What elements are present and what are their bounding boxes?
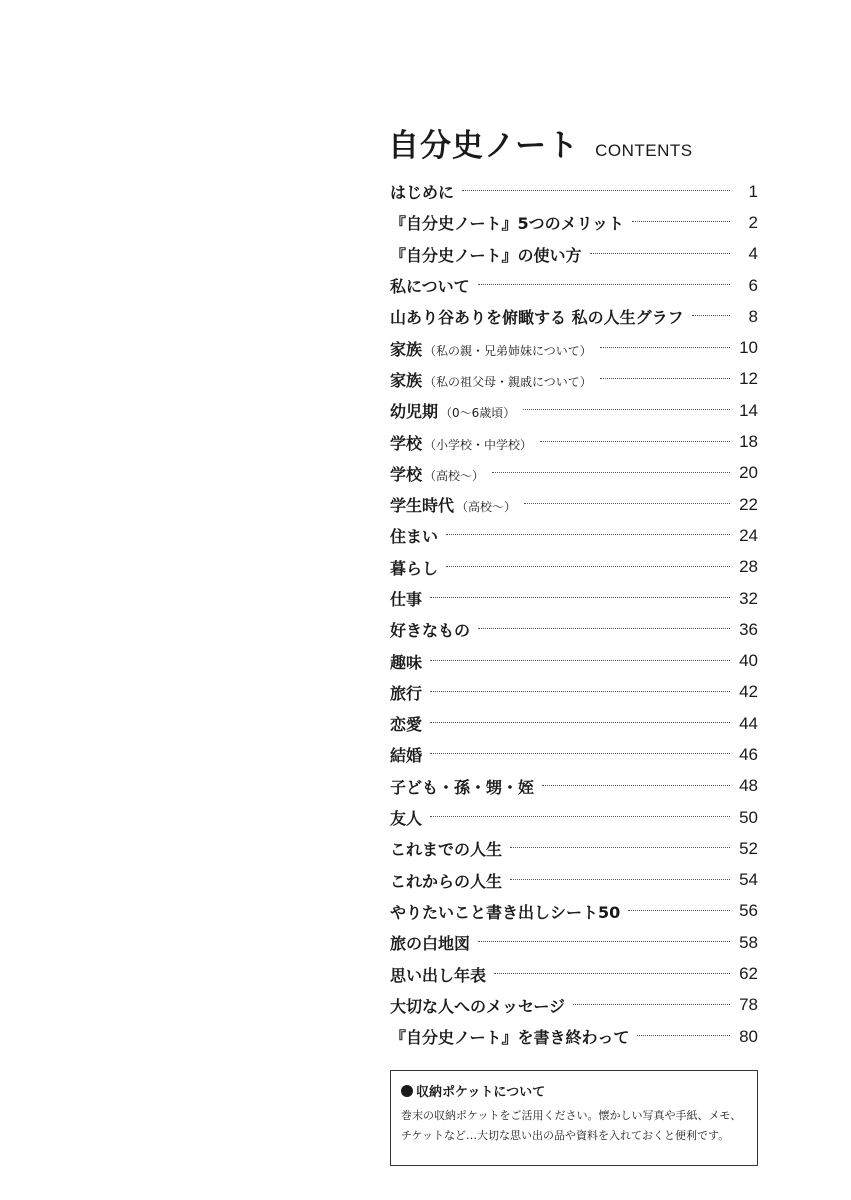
toc-entry-label (390, 493, 516, 516)
toc-entry-label (390, 368, 592, 391)
info-box-title (401, 1081, 747, 1100)
toc-page-number: 10 (739, 338, 758, 358)
toc-entry-label (390, 524, 438, 547)
table-of-contents (390, 176, 758, 1052)
toc-page-number: 42 (739, 682, 758, 702)
toc-entry-label (390, 337, 592, 360)
toc-leader-dots (430, 691, 730, 692)
toc-page-number: 4 (748, 244, 758, 264)
toc-entry-note: （高校〜） (424, 468, 485, 483)
toc-page-number: 18 (739, 432, 758, 452)
toc-entry-label (390, 211, 624, 234)
toc-leader-dots (446, 534, 730, 535)
toc-entry-label (390, 963, 486, 986)
toc-entry-label (390, 869, 502, 892)
toc-page-number: 54 (739, 870, 758, 890)
toc-entry-label (390, 399, 515, 422)
toc-page-number: 48 (739, 776, 758, 796)
toc-entry-label (390, 1025, 629, 1048)
toc-entry-label (390, 305, 684, 328)
toc-entry-title: やりたいこと書き出しシート50 (390, 902, 621, 922)
toc-entry-note: （小学校・中学校） (424, 437, 533, 452)
toc-entry-label (390, 900, 620, 923)
toc-row (390, 583, 758, 614)
toc-leader-dots (430, 722, 730, 723)
toc-entry-label (390, 681, 422, 704)
toc-entry-title: 思い出し年表 (390, 965, 487, 985)
toc-entry-title: これからの人生 (390, 871, 503, 891)
toc-page-number: 56 (739, 901, 758, 921)
toc-entry-title: 住まい (390, 527, 439, 547)
toc-row (390, 270, 758, 301)
toc-leader-dots (632, 221, 730, 222)
toc-entry-label (390, 618, 470, 641)
toc-row (390, 207, 758, 238)
toc-entry-label (390, 650, 422, 673)
toc-row (390, 552, 758, 583)
toc-entry-label (390, 431, 532, 454)
toc-row (390, 677, 758, 708)
toc-page-number: 22 (739, 494, 758, 514)
toc-entry-label (390, 931, 470, 954)
toc-entry-note: （私の親・兄弟姉妹について） (424, 343, 592, 358)
toc-page-number: 32 (739, 588, 758, 608)
toc-row (390, 927, 758, 958)
toc-entry-label (390, 180, 454, 203)
toc-page-number: 12 (739, 369, 758, 389)
toc-leader-dots (573, 1004, 730, 1005)
toc-entry-title: 学生時代 (390, 496, 455, 516)
toc-page-number: 80 (739, 1026, 758, 1046)
toc-entry-title: 暮らし (390, 558, 439, 578)
toc-page-number: 78 (739, 995, 758, 1015)
toc-entry-title: 『自分史ノート』の使い方 (390, 245, 582, 265)
toc-entry-title: 山あり谷ありを俯瞰する 私の人生グラフ (390, 308, 684, 328)
toc-page-number: 40 (739, 651, 758, 671)
page-header (388, 120, 693, 164)
page-title: 自分史ノート (388, 128, 580, 164)
toc-page-number: 20 (739, 463, 758, 483)
info-box-title-text: 収納ポケットについて (416, 1085, 546, 1100)
toc-row (390, 1021, 758, 1052)
toc-leader-dots (430, 660, 730, 661)
toc-entry-label (390, 837, 502, 860)
toc-leader-dots (510, 879, 730, 880)
toc-leader-dots (430, 753, 730, 754)
toc-leader-dots (523, 409, 730, 410)
toc-entry-label (390, 775, 534, 798)
toc-row (390, 395, 758, 426)
page-subtitle: CONTENTS (595, 141, 693, 160)
toc-entry-title: 家族 (390, 339, 423, 359)
toc-page-number: 62 (739, 964, 758, 984)
toc-leader-dots (637, 1035, 730, 1036)
toc-entry-title: 友人 (390, 809, 423, 829)
toc-row (390, 865, 758, 896)
toc-entry-title: 旅行 (390, 683, 423, 703)
toc-leader-dots (446, 566, 730, 567)
toc-entry-note: （高校〜） (456, 500, 517, 515)
toc-entry-label (390, 274, 470, 297)
toc-entry-title: 恋愛 (390, 715, 423, 735)
toc-entry-title: 好きなもの (390, 621, 471, 641)
toc-entry-title: これまでの人生 (390, 840, 503, 860)
toc-page-number: 8 (748, 306, 758, 326)
toc-entry-note: （0〜6歳頃） (440, 406, 516, 421)
toc-entry-label (390, 587, 422, 610)
toc-leader-dots (430, 816, 730, 817)
toc-row (390, 364, 758, 395)
toc-page-number: 28 (739, 557, 758, 577)
toc-page-number: 14 (739, 400, 758, 420)
toc-entry-label (390, 243, 582, 266)
toc-entry-title: 学校 (390, 433, 423, 453)
toc-page-number: 6 (748, 275, 758, 295)
toc-leader-dots (540, 441, 730, 442)
toc-leader-dots (600, 347, 730, 348)
toc-leader-dots (478, 284, 730, 285)
toc-row (390, 896, 758, 927)
toc-row (390, 520, 758, 551)
toc-page-number: 1 (748, 181, 758, 201)
toc-entry-title: 家族 (390, 370, 423, 390)
toc-leader-dots (478, 628, 730, 629)
toc-entry-title: 大切な人へのメッセージ (390, 996, 566, 1016)
toc-entry-label (390, 712, 422, 735)
toc-row (390, 708, 758, 739)
toc-entry-title: はじめに (390, 183, 455, 203)
toc-leader-dots (492, 472, 730, 473)
toc-page-number: 2 (748, 212, 758, 232)
toc-entry-title: 学校 (390, 464, 423, 484)
toc-leader-dots (524, 503, 730, 504)
toc-entry-title: 私について (390, 277, 470, 297)
toc-leader-dots (600, 378, 730, 379)
toc-row (390, 614, 758, 645)
toc-entry-label (390, 556, 438, 579)
info-box (390, 1070, 758, 1166)
toc-entry-title: 幼児期 (390, 402, 439, 422)
toc-row (390, 645, 758, 676)
toc-entry-title: 『自分史ノート』5つのメリット (390, 214, 625, 234)
toc-entry-note: （私の祖父母・親戚について） (424, 374, 592, 389)
toc-row (390, 833, 758, 864)
toc-row (390, 990, 758, 1021)
toc-leader-dots (692, 315, 730, 316)
toc-row (390, 176, 758, 207)
toc-entry-title: 仕事 (390, 590, 423, 609)
toc-leader-dots (494, 973, 730, 974)
toc-entry-title: 『自分史ノート』を書き終わって (390, 1028, 630, 1048)
toc-entry-label (390, 743, 422, 766)
toc-page-number: 46 (739, 744, 758, 764)
toc-entry-title: 趣味 (390, 652, 423, 672)
toc-leader-dots (542, 785, 730, 786)
toc-leader-dots (430, 597, 730, 598)
toc-leader-dots (462, 190, 730, 191)
toc-row (390, 426, 758, 457)
toc-page-number: 36 (739, 619, 758, 639)
toc-entry-label (390, 806, 422, 829)
bullet-icon (401, 1085, 413, 1097)
toc-row (390, 739, 758, 770)
toc-page-number: 44 (739, 713, 758, 733)
toc-row (390, 958, 758, 989)
toc-entry-title: 旅の白地図 (390, 934, 471, 954)
toc-leader-dots (478, 941, 730, 942)
toc-leader-dots (510, 847, 730, 848)
toc-row (390, 458, 758, 489)
toc-page-number: 50 (739, 807, 758, 827)
toc-row (390, 301, 758, 332)
toc-page-number: 24 (739, 525, 758, 545)
info-box-line-1: 巻末の収納ポケットをご活用ください。懐かしい写真や手紙、メモ、 (401, 1109, 742, 1122)
toc-entry-title: 子ども・孫・甥・姪 (390, 777, 535, 797)
toc-leader-dots (628, 910, 730, 911)
toc-row (390, 771, 758, 802)
toc-leader-dots (590, 253, 730, 254)
toc-row (390, 802, 758, 833)
toc-row (390, 332, 758, 363)
toc-entry-title: 結婚 (390, 746, 423, 766)
toc-page-number: 52 (739, 838, 758, 858)
toc-page-number: 58 (739, 932, 758, 952)
toc-entry-label (390, 994, 565, 1017)
toc-entry-label (390, 462, 484, 485)
info-box-line-2: チケットなど…大切な思い出の品や資料を入れておくと便利です。 (401, 1129, 730, 1142)
toc-row (390, 239, 758, 270)
toc-row (390, 489, 758, 520)
